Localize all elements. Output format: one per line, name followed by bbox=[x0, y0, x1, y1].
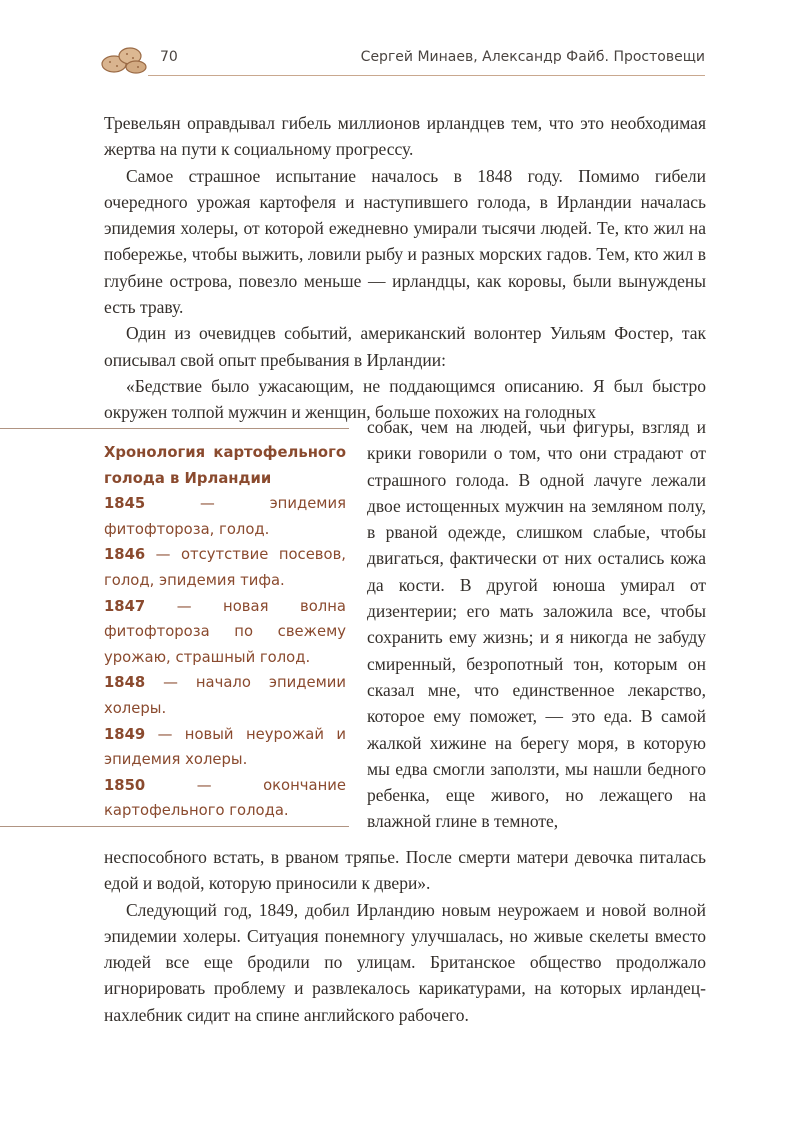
sidebar-entry bbox=[104, 542, 346, 593]
header-divider bbox=[148, 75, 705, 76]
sidebar-entry bbox=[104, 670, 346, 721]
main-text-bottom bbox=[104, 844, 706, 1028]
sidebar-divider-bottom bbox=[0, 826, 349, 827]
page-header bbox=[100, 44, 705, 74]
potatoes-icon bbox=[100, 44, 148, 74]
sidebar-year: 1845 bbox=[104, 495, 146, 513]
main-text-top bbox=[104, 110, 706, 426]
sidebar-entry bbox=[104, 773, 346, 824]
sidebar-entry-text: — новый неурожай и эпидемия холеры. bbox=[104, 725, 346, 769]
sidebar-entry bbox=[104, 722, 346, 773]
sidebar-entry-text: — окончание картофельного голода. bbox=[104, 776, 346, 820]
sidebar-year: 1849 bbox=[104, 725, 146, 743]
quote-continuation: собак, чем на людей, чьи фигуры, взгляд и крики говорили о том, что они страдают от страшного голода. В одной лачуге лежали двое истощенных мужчин на земляном полу, в рваной одежде, слишком слабые, чтобы двигаться, фактически от них остались кожа да кости. В другой юноша умирал от дизентерии; его мать заложила все, чтобы сохранить ему жизнь; и я никогда не забуду смиренный, безропотный тон, которым он сказал мне, что единственное лекарство, которое ему поможет, — это еда. В самой жалкой хижине на берегу моря, в которую мы едва смогли заползти, мы нашли бедного ребенка, еще живого, но лежащего на влажной глине в темноте, bbox=[367, 417, 706, 832]
paragraph-1: Тревельян оправдывал гибель миллионов ирландцев тем, что это необходимая жертва на пути к социальному прогрессу. bbox=[104, 113, 706, 160]
quote-end: неспособного встать, в рваном тряпье. После смерти матери девочка питалась едой и водой, которую приносили к двери». bbox=[104, 847, 706, 894]
quote-column bbox=[367, 414, 706, 835]
sidebar-entry-text: — эпидемия фитофтороза, голод. bbox=[104, 495, 346, 538]
quote-start: «Бедствие было ужасающим, не поддающимся описанию. Я был быстро окружен толпой мужчин и женщин, больше похожих на голодных bbox=[104, 375, 706, 423]
sidebar-title: Хронология картофельного голода в Ирландии bbox=[104, 444, 346, 487]
sidebar-entry bbox=[104, 594, 346, 671]
page-number: 70 bbox=[160, 49, 178, 65]
chronology-sidebar bbox=[104, 440, 346, 824]
sidebar-entry-text: — новая волна фитофтороза по свежему урожаю, страшный голод. bbox=[104, 597, 346, 666]
sidebar-entry-text: — отсутствие посевов, голод, эпидемия тифа. bbox=[104, 546, 346, 589]
sidebar-year: 1847 bbox=[104, 597, 146, 615]
paragraph-3: Один из очевидцев событий, американский волонтер Уильям Фостер, так описывал свой опыт пребывания в Ирландии: bbox=[104, 323, 706, 370]
sidebar-entry bbox=[104, 491, 346, 542]
sidebar-divider-top bbox=[0, 428, 349, 429]
sidebar-year: 1846 bbox=[104, 546, 146, 564]
paragraph-4: Следующий год, 1849, добил Ирландию новым неурожаем и новой волной эпидемии холеры. Ситуация понемногу улучшалась, но живые скелеты вместо людей все еще бродили по улицам. Британское общество продолжало игнорировать проблему и развлекалось карикатурами, на которых ирландец-нахлебник сидит на спине английского рабочего. bbox=[104, 899, 706, 1025]
sidebar-year: 1848 bbox=[104, 674, 146, 692]
running-title: Сергей Минаев, Александр Файб. Простовещи bbox=[360, 49, 705, 65]
paragraph-2: Самое страшное испытание началось в 1848 году. Помимо гибели очередного урожая картофеля и наступившего голода, в Ирландии началась эпидемия холеры, от которой ежедневно умирали тысячи людей. Те, кто жил на побережье, чтобы выжить, ловили рыбу и разных морских гадов. Тем, кто жил в глубине острова, повезло меньше — ирландцы, как коровы, были вынуждены есть траву. bbox=[104, 165, 706, 318]
sidebar-year: 1850 bbox=[104, 776, 146, 794]
sidebar-entry-text: — начало эпидемии холеры. bbox=[104, 674, 346, 717]
